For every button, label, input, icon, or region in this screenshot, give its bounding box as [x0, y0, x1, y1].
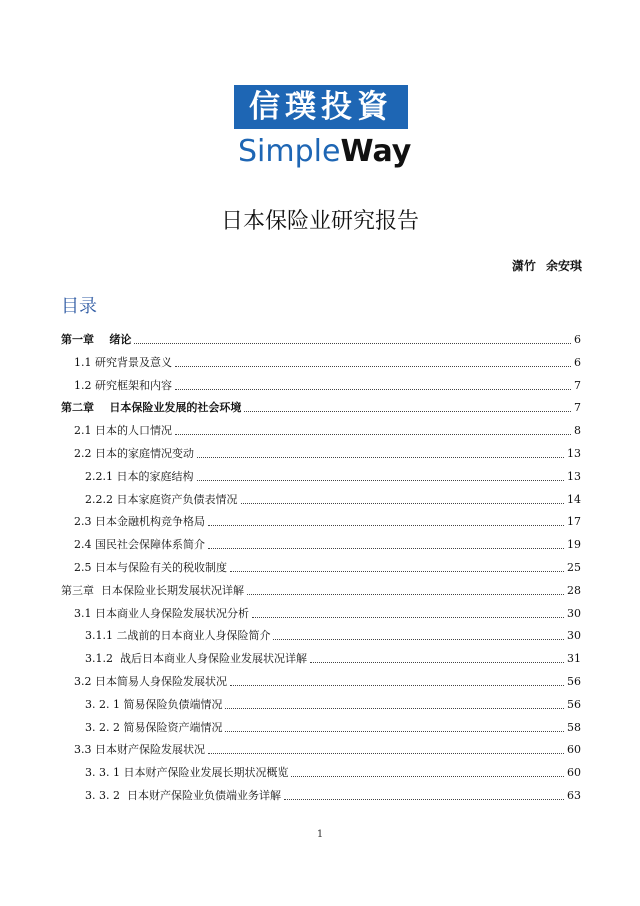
toc-entry[interactable] [85, 781, 581, 803]
toc-entry-label: 3. 3. 2 日本财产保险业负债端业务详解 [85, 789, 281, 802]
toc-entry-label: 2.3 日本金融机构竞争格局 [74, 515, 205, 529]
toc-dot-leader [175, 365, 571, 367]
toc-dot-leader [225, 707, 564, 709]
toc-entry-page: 56 [567, 675, 581, 688]
toc-entry-page: 8 [574, 424, 581, 438]
toc-entry-page: 6 [574, 333, 581, 346]
toc-entry-page: 60 [567, 743, 581, 757]
toc-entry-page: 13 [567, 469, 581, 483]
toc-entry-page: 63 [567, 789, 581, 802]
toc-entry-page: 6 [574, 355, 581, 369]
toc-dot-leader [310, 661, 564, 663]
toc-entry[interactable] [74, 667, 581, 689]
toc-dot-leader [197, 456, 564, 458]
toc-dot-leader [230, 570, 564, 572]
toc-dot-leader [208, 547, 564, 549]
toc-entry-label: 3.2 日本简易人身保险发展状况 [74, 675, 227, 688]
logo-english-text [234, 129, 412, 175]
toc-entry-label: 3. 2. 1 简易保险负债端情况 [85, 697, 223, 711]
toc-dot-leader [291, 775, 564, 777]
toc-entry-label: 2.1 日本的人口情况 [74, 424, 172, 438]
toc-entry-page: 25 [567, 561, 581, 574]
toc-entry-label: 2.2.2 日本家庭资产负债表情况 [85, 492, 238, 506]
toc-entry-page: 17 [567, 515, 581, 529]
toc-entry[interactable] [85, 621, 581, 643]
toc-dot-leader [175, 388, 571, 390]
toc-entry-page: 13 [567, 447, 581, 460]
simpleway-logo [234, 85, 412, 175]
toc-entry[interactable] [74, 507, 581, 529]
toc-heading: 目录 [61, 296, 97, 317]
toc-entry[interactable] [74, 371, 581, 393]
toc-entry-page: 14 [567, 492, 581, 506]
toc-entry-page: 19 [567, 538, 581, 552]
toc-entry-label: 2.2 日本的家庭情况变动 [74, 447, 194, 460]
toc-entry[interactable] [85, 690, 581, 712]
toc-entry[interactable] [61, 325, 581, 347]
toc-entry[interactable] [74, 599, 581, 621]
authors: 潇竹 余安琪 [511, 259, 582, 273]
toc-entry[interactable] [74, 735, 581, 757]
toc-entry-page: 31 [567, 652, 581, 666]
toc-entry[interactable] [61, 576, 581, 598]
toc-entry-label: 2.5 日本与保险有关的税收制度 [74, 561, 227, 574]
logo-chinese-text: 信璞投資 [234, 85, 408, 129]
toc-dot-leader [208, 752, 564, 754]
toc-entry-page: 30 [567, 629, 581, 643]
toc-entry-page: 7 [574, 378, 581, 392]
toc-dot-leader [273, 638, 564, 640]
toc-entry-page: 28 [567, 583, 581, 597]
toc-entry[interactable] [85, 758, 581, 780]
toc-dot-leader [252, 616, 564, 618]
toc-dot-leader [241, 502, 565, 504]
toc-entry-label: 第三章 日本保险业长期发展状况详解 [61, 583, 244, 597]
page-number: 1 [316, 829, 324, 840]
toc-dot-leader [244, 410, 571, 412]
toc-dot-leader [225, 730, 564, 732]
toc-entry[interactable] [85, 713, 581, 735]
toc-entry-page: 58 [567, 720, 581, 734]
toc-entry-label: 3. 2. 2 简易保险资产端情况 [85, 720, 223, 734]
toc-entry-label: 第二章 日本保险业发展的社会环境 [61, 401, 242, 415]
toc-entry-page: 56 [567, 697, 581, 711]
toc-dot-leader [197, 479, 565, 481]
toc-entry-label: 3.1.1 二战前的日本商业人身保险简介 [85, 629, 271, 643]
logo-simple: Simple [238, 134, 341, 169]
toc-entry-label: 1.1 研究背景及意义 [74, 355, 172, 369]
toc-entry-label: 3.1.2 战后日本商业人身保险业发展状况详解 [85, 652, 307, 666]
toc-dot-leader [247, 593, 564, 595]
toc-dot-leader [134, 342, 571, 344]
toc-entry-label: 2.4 国民社会保障体系简介 [74, 538, 205, 552]
toc-dot-leader [208, 524, 564, 526]
toc-entry-label: 第一章 绪论 [61, 333, 132, 346]
toc-entry[interactable] [74, 530, 581, 552]
toc-entry-label: 3.1 日本商业人身保险发展状况分析 [74, 606, 249, 620]
toc-entry-page: 30 [567, 606, 581, 620]
toc-entry[interactable] [85, 644, 581, 666]
toc-entry-label: 1.2 研究框架和内容 [74, 378, 172, 392]
toc-entry-label: 3. 3. 1 日本财产保险业发展长期状况概览 [85, 766, 289, 780]
toc-dot-leader [175, 433, 571, 435]
toc-entry[interactable] [74, 348, 581, 370]
toc-entry-page: 60 [567, 766, 581, 780]
logo-way: Way [340, 134, 412, 169]
toc-dot-leader [230, 684, 564, 686]
toc-entry-label: 3.3 日本财产保险发展状况 [74, 743, 205, 757]
toc-entry-page: 7 [574, 401, 581, 415]
toc-entry[interactable] [85, 485, 581, 507]
toc-entry[interactable] [61, 393, 581, 415]
toc-entry-label: 2.2.1 日本的家庭结构 [85, 469, 194, 483]
report-title: 日本保险业研究报告 [220, 209, 419, 234]
toc-entry[interactable] [85, 462, 581, 484]
toc-entry[interactable] [74, 553, 581, 575]
toc-dot-leader [284, 798, 564, 800]
toc-entry[interactable] [74, 439, 581, 461]
toc-entry[interactable] [74, 416, 581, 438]
